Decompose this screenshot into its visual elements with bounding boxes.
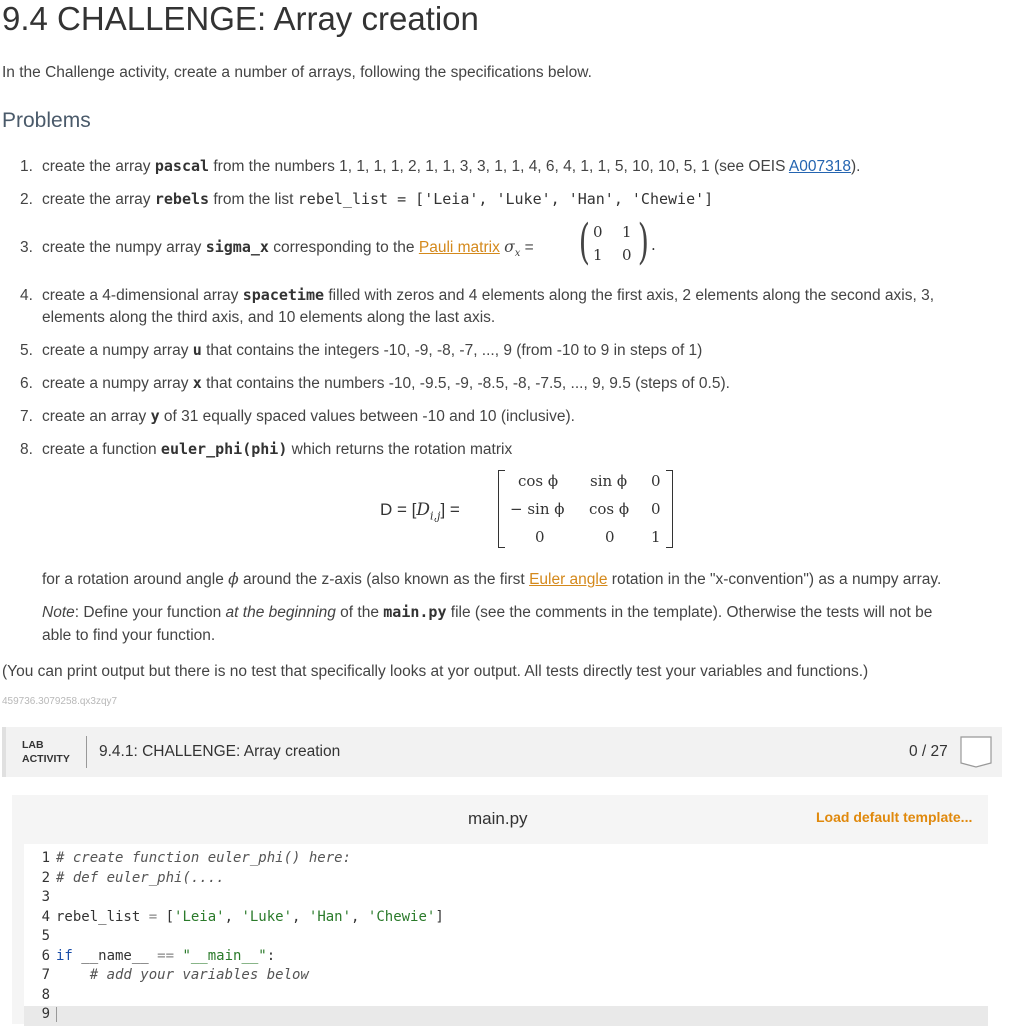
item-text: from the numbers 1, 1, 1, 1, 2, 1, 1, 3, 3, 1, 1, 4, 6, 4, 1, 1, 5, 10, 10, 5, 1 (see OEIS (209, 158, 789, 175)
file-name: main.py (468, 809, 528, 828)
note-part: file (see the comments in the template). Otherwise the tests will not be (446, 604, 933, 621)
lab-activity-tag (22, 738, 70, 766)
code-editor-panel (12, 795, 988, 1024)
item-number: 7. (20, 408, 33, 425)
code-line-current (24, 1006, 988, 1026)
note-part: of the (335, 604, 384, 621)
matrix-cell: 0 (651, 500, 661, 518)
code-line (24, 928, 988, 948)
item-text: create the array (42, 158, 155, 175)
matrix-cell: 1 (651, 528, 661, 546)
code-spacetime: spacetime (242, 286, 325, 304)
problem-item-1 (20, 155, 860, 178)
matrix-cell: 1 (622, 223, 632, 241)
matrix-cell: 0 (535, 528, 545, 546)
code-comment: # def euler_phi(.... (56, 869, 225, 886)
code-line (24, 909, 988, 929)
lab-tag-line: ACTIVITY (22, 753, 70, 765)
line-number: 3 (41, 889, 50, 905)
code-line (24, 850, 988, 870)
item-text: create the numpy array (42, 239, 206, 256)
line-number: 5 (41, 928, 50, 944)
code-editor[interactable] (24, 844, 988, 1024)
problem-item-5 (20, 339, 702, 362)
right-paren: ) (637, 214, 649, 270)
sigma-subscript: x (514, 248, 521, 260)
problem-item-7 (20, 405, 575, 428)
euler-angle-link[interactable]: Euler angle (529, 571, 608, 588)
matrix-cell: 1 (593, 246, 603, 264)
left-paren: ( (578, 214, 590, 270)
item-text: create a numpy array (42, 342, 193, 359)
code-u: u (192, 341, 202, 359)
rotation-matrix (380, 464, 680, 554)
problem-item-4 (20, 284, 934, 307)
code-token: [ (157, 908, 175, 925)
desc-text: for a rotation around angle (42, 571, 229, 588)
matrix-cell: 0 (605, 528, 615, 546)
item-text: corresponding to the (268, 239, 419, 256)
divider (86, 736, 87, 768)
item-number: 5. (20, 342, 33, 359)
item-text: of 31 equally spaced values between -10 and 10 (inclusive). (159, 408, 575, 425)
load-default-template-button[interactable]: Load default template... (816, 809, 973, 825)
note-part: : Define your function (74, 604, 226, 621)
item-number: 3. (20, 239, 33, 256)
item-text: that contains the integers -10, -9, -8, -7, ..., 9 (from -10 to 9 in steps of 1) (201, 342, 703, 359)
item-text: filled with zeros and 4 elements along the first axis, 2 elements along the second axis, 3, (324, 287, 935, 304)
problem-item-6 (20, 372, 730, 395)
page-title: 9.4 CHALLENGE: Array creation (2, 0, 479, 37)
line-number: 6 (41, 947, 50, 964)
item-text: from the list (209, 191, 298, 208)
code-line (24, 987, 988, 1007)
line-number: 7 (41, 967, 50, 983)
code-string: 'Luke' (241, 908, 293, 925)
code-string: 'Han' (308, 908, 352, 925)
line-number: 2 (41, 869, 50, 886)
lab-activity-header (2, 727, 1002, 777)
item-text: create an array (42, 408, 151, 425)
right-bracket (666, 470, 673, 548)
item-text: create a 4-dimensional array (42, 287, 243, 304)
matrix-lhs-var: D (416, 500, 431, 520)
line-number: 8 (41, 986, 50, 1003)
code-rebel-list: rebel_list = ['Leia', 'Luke', 'Han', 'Chewie'] (297, 190, 714, 208)
matrix-end: . (651, 236, 656, 254)
code-operator: == (157, 947, 175, 964)
item-number: 6. (20, 375, 33, 392)
matrix-lhs-end: ] = (440, 500, 460, 519)
pauli-matrix-link[interactable]: Pauli matrix (418, 239, 500, 256)
oeis-link[interactable]: A007318 (788, 158, 851, 175)
code-token: , (351, 908, 368, 925)
intro-text: In the Challenge activity, create a number of arrays, following the specifications below. (2, 64, 592, 81)
code-rebels: rebels (154, 190, 210, 208)
note-emphasis: at the beginning (225, 604, 336, 621)
code-main-py: main.py (383, 603, 447, 621)
pauli-matrix (578, 214, 656, 274)
left-bracket (498, 470, 505, 548)
item-number: 1. (20, 158, 33, 175)
code-string: "__main__" (182, 947, 267, 964)
item-text: which returns the rotation matrix (287, 441, 513, 458)
sigma-symbol: σ (504, 238, 515, 256)
code-string: 'Leia' (174, 908, 225, 925)
item-number: 8. (20, 441, 33, 458)
lab-title: 9.4.1: CHALLENGE: Array creation (99, 743, 341, 760)
equals-sign: = (520, 239, 534, 256)
desc-text: around the z-axis (also known as the first (238, 571, 530, 588)
matrix-cell: 0 (651, 472, 661, 490)
text-cursor (56, 1007, 57, 1022)
item-text: create the array (42, 191, 155, 208)
lab-score: 0 / 27 (909, 743, 948, 760)
matrix-cell: sin ϕ (590, 472, 628, 490)
code-euler-phi: euler_phi(phi) (160, 440, 288, 458)
note-text (42, 601, 932, 624)
code-token: ] (435, 908, 444, 925)
note-label: Note (42, 604, 75, 621)
code-token: rebel_list (56, 908, 149, 925)
item-text: create a numpy array (42, 375, 193, 392)
problem-item-4-cont: elements along the third axis, and 10 elements along the last axis. (42, 309, 496, 326)
problem-item-3 (20, 236, 534, 265)
matrix-cell: 0 (593, 223, 603, 241)
matrix-lhs-sub: i,j (430, 509, 441, 523)
completion-badge-icon (960, 736, 992, 768)
code-token: , (292, 908, 309, 925)
code-comment: # add your variables below (89, 967, 309, 983)
problems-heading: Problems (2, 109, 91, 132)
matrix-cell: 0 (622, 246, 632, 264)
code-keyword: if (56, 947, 73, 964)
code-line (24, 870, 988, 890)
item-number: 4. (20, 287, 33, 304)
matrix-cell: − sin ϕ (510, 500, 565, 518)
rotation-description (42, 568, 941, 591)
code-line (24, 967, 988, 987)
matrix-lhs: $D = [D_{i,j}]$ = (380, 500, 460, 523)
line-number: 4 (41, 908, 50, 925)
lab-tag-line: LAB (22, 739, 44, 751)
code-pascal: pascal (154, 157, 210, 175)
item-number: 2. (20, 191, 33, 208)
matrix-cell: cos ϕ (518, 472, 559, 490)
code-sigma-x: sigma_x (205, 238, 269, 256)
matrix-cell: cos ϕ (589, 500, 630, 518)
activity-id: 459736.3079258.qx3zqy7 (2, 696, 118, 707)
code-indent (56, 967, 90, 983)
code-operator: = (148, 908, 158, 925)
output-note: (You can print output but there is no test that specifically looks at yor output. All tests directly test your variables and functions.) (2, 663, 869, 680)
phi-symbol: ϕ (228, 570, 239, 588)
code-token: , (224, 908, 242, 925)
code-line (24, 889, 988, 909)
line-number: 9 (41, 1006, 50, 1022)
line-number: 1 (41, 850, 50, 866)
note-text-cont: able to find your function. (42, 627, 216, 644)
code-token: : (266, 947, 276, 964)
problem-item-8 (20, 438, 512, 461)
code-comment: # create function euler_phi() here: (56, 850, 352, 866)
problem-item-2 (20, 188, 713, 211)
item-text: that contains the numbers -10, -9.5, -9, -8.5, -8, -7.5, ..., 9, 9.5 (steps of 0.5). (201, 375, 730, 392)
code-string: 'Chewie' (367, 908, 436, 925)
item-text: ). (850, 158, 861, 175)
item-text: create a function (42, 441, 161, 458)
desc-text: rotation in the "x-convention") as a numpy array. (607, 571, 942, 588)
code-line (24, 948, 988, 968)
code-x: x (192, 374, 202, 392)
code-y: y (150, 407, 160, 425)
code-token: __name__ (72, 947, 158, 964)
